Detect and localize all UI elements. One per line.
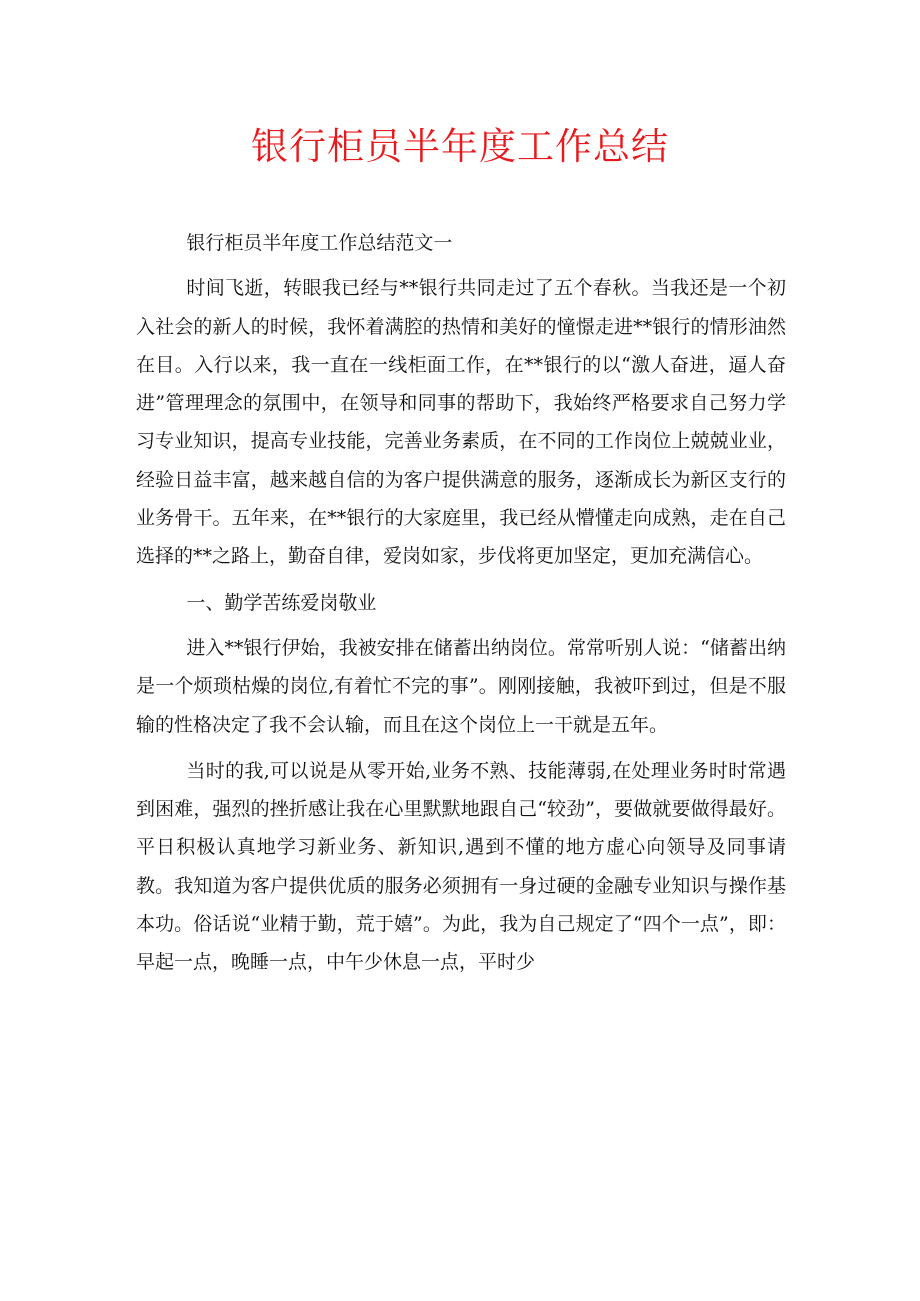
subtitle-paragraph: 银行柜员半年度工作总结范文一 [186, 232, 453, 254]
body-paragraph-cashier: 进入**银行伊始，我被安排在储蓄出纳岗位。常常听别人说：“储蓄出纳是一个烦琐枯燥的岗位,有着忙不完的事”。刚刚接触，我被吓到过，但是不服输的性格决定了我不会认输，而且在这个岗位上一干就是五年。 [136, 636, 786, 736]
body-paragraph-learning: 当时的我,可以说是从零开始,业务不熟、技能薄弱,在处理业务时时常遇到困难，强烈的挫折感让我在心里默默地跟自己“较劲”，要做就要做得最好。平日积极认真地学习新业务、新知识,遇到不懂的地方虚心向领导及同事请教。我知道为客户提供优质的服务必须拥有一身过硬的金融专业知识与操作基本功。俗话说“业精于勤，荒于嬉”。为此，我为自己规定了“四个一点”，即：早起一点，晚睡一点，中午少休息一点，平时少 [136, 759, 786, 974]
section-heading: 一、勤学苦练爱岗敬业 [186, 591, 377, 614]
document-title: 银行柜员半年度工作总结 [251, 125, 669, 168]
document-body [136, 224, 786, 982]
body-paragraph-intro: 时间飞逝，转眼我已经与**银行共同走过了五个春秋。当我还是一个初入社会的新人的时候，我怀着满腔的热情和美好的憧憬走进**银行的情形油然在目。入行以来，我一直在一线柜面工作，在**银行的以“激人奋进，逼人奋进”管理理念的氛围中，在领导和同事的帮助下，我始终严格要求自己努力学习专业知识，提高专业技能，完善业务素质，在不同的工作岗位上兢兢业业，经验日益丰富，越来越自信的为客户提供满意的服务，逐渐成长为新区支行的业务骨干。五年来，在**银行的大家庭里，我已经从懵懂走向成熟，走在自己选择的**之路上，勤奋自律，爱岗如家，步伐将更加坚定，更加充满信心。 [136, 277, 786, 568]
